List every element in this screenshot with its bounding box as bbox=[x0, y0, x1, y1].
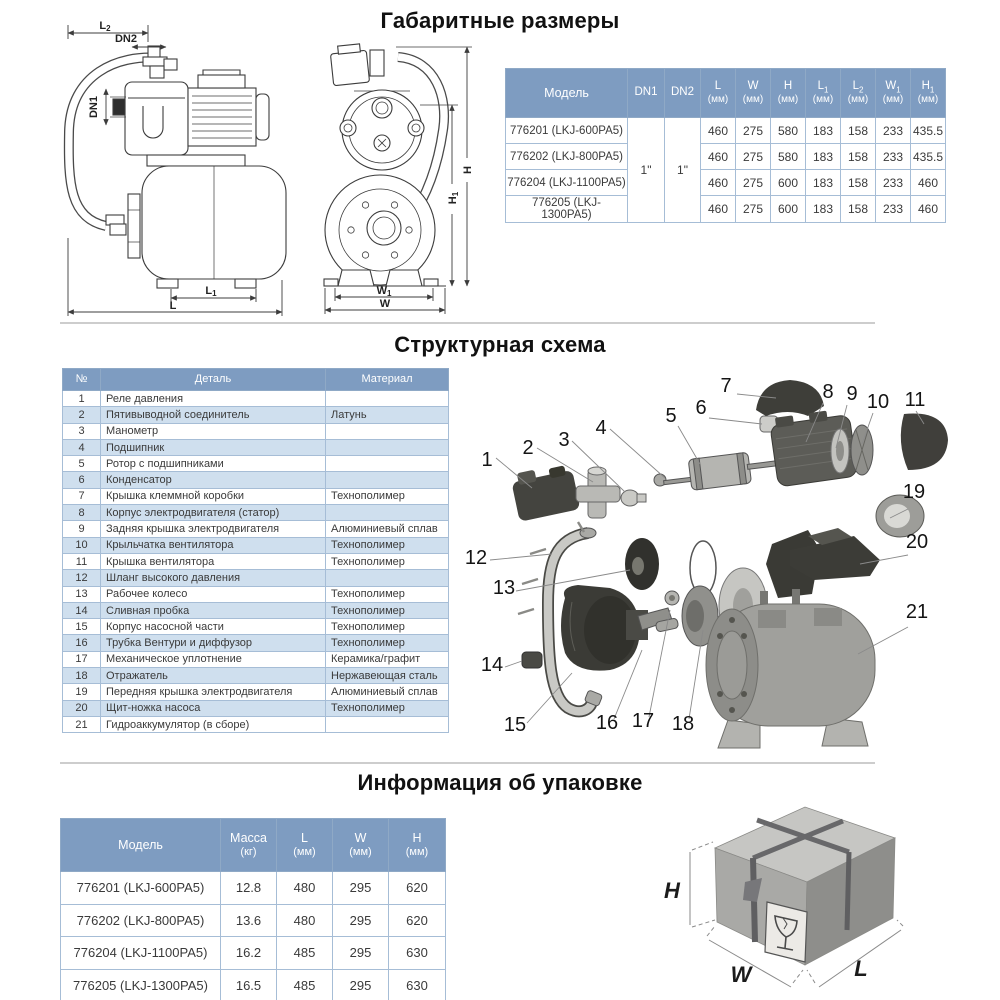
part-name-cell: Гидроаккумулятор (в сборе) bbox=[101, 716, 326, 732]
part-name-cell: Конденсатор bbox=[101, 472, 326, 488]
pack-col-h: H (мм) bbox=[389, 819, 446, 872]
dim-label-dn1: DN1 bbox=[88, 95, 100, 119]
parts-row bbox=[63, 684, 449, 700]
part-name-cell: Пятивыводной соединитель bbox=[101, 407, 326, 423]
exploded-pump-body bbox=[561, 585, 648, 671]
part-name-cell: Реле давления bbox=[101, 391, 326, 407]
parts-row bbox=[63, 537, 449, 553]
parts-row bbox=[63, 391, 449, 407]
part-material-cell: Нержавеющая сталь bbox=[326, 668, 449, 684]
parts-row bbox=[63, 651, 449, 667]
dim-cell: 275 bbox=[736, 196, 771, 223]
pack-model-cell: 776204 (LKJ-1100PA5) bbox=[61, 937, 221, 970]
packaging-row bbox=[61, 872, 446, 905]
dim-cell: 158 bbox=[841, 118, 876, 144]
part-number-cell: 5 bbox=[63, 456, 101, 472]
packaging-row bbox=[61, 969, 446, 1000]
exploded-gauge bbox=[621, 490, 646, 506]
part-label-19: 19 bbox=[902, 481, 926, 503]
part-label-4: 4 bbox=[595, 417, 607, 439]
dim-cell: 460 bbox=[911, 196, 946, 223]
parts-row bbox=[63, 570, 449, 586]
exploded-drain-plug bbox=[522, 652, 542, 668]
part-name-cell: Шланг высокого давления bbox=[101, 570, 326, 586]
packaging-row bbox=[61, 904, 446, 937]
part-name-cell: Механическое уплотнение bbox=[101, 651, 326, 667]
box-label-w: W bbox=[730, 962, 752, 987]
part-label-11: 11 bbox=[904, 389, 926, 411]
dim-col-l1: $L_1$ (мм) bbox=[806, 69, 841, 118]
dim-cell: 158 bbox=[841, 196, 876, 223]
dim-row bbox=[506, 196, 946, 223]
exploded-fan-cover bbox=[901, 414, 948, 470]
pack-h-cell: 630 bbox=[389, 969, 446, 1000]
dim-col-h: H (мм) bbox=[771, 69, 806, 118]
dim-col-l: L (мм) bbox=[701, 69, 736, 118]
part-number-cell: 6 bbox=[63, 472, 101, 488]
part-number-cell: 21 bbox=[63, 716, 101, 732]
dim-cell: 183 bbox=[806, 170, 841, 196]
dim-label-l2: L2 bbox=[99, 20, 111, 33]
part-name-cell: Задняя крышка электродвигателя bbox=[101, 521, 326, 537]
part-name-cell: Подшипник bbox=[101, 439, 326, 455]
exploded-fan bbox=[851, 425, 873, 475]
exploded-connector bbox=[576, 467, 620, 518]
part-name-cell: Сливная пробка bbox=[101, 602, 326, 618]
part-name-cell: Передняя крышка электродвигателя bbox=[101, 684, 326, 700]
dim-model-cell: 776201 (LKJ-600PA5) bbox=[506, 118, 628, 144]
dim-row bbox=[506, 144, 946, 170]
part-material-cell: Технополимер bbox=[326, 635, 449, 651]
part-number-cell: 17 bbox=[63, 651, 101, 667]
part-label-15: 15 bbox=[503, 714, 527, 736]
dim-cell: 233 bbox=[876, 144, 911, 170]
dim-cell: 580 bbox=[771, 118, 806, 144]
dim-label-w: W bbox=[379, 298, 391, 310]
dim-cell: 460 bbox=[701, 118, 736, 144]
dim-cell: 460 bbox=[911, 170, 946, 196]
dim-col-model: Модель bbox=[506, 69, 628, 118]
parts-row bbox=[63, 505, 449, 521]
part-material-cell bbox=[326, 456, 449, 472]
parts-row bbox=[63, 488, 449, 504]
pack-mass-cell: 16.5 bbox=[221, 969, 277, 1000]
dim-cell: 158 bbox=[841, 170, 876, 196]
part-material-cell bbox=[326, 423, 449, 439]
part-name-cell: Трубка Вентури и диффузор bbox=[101, 635, 326, 651]
packaging-table-header-row bbox=[61, 819, 446, 872]
parts-row bbox=[63, 439, 449, 455]
parts-row bbox=[63, 602, 449, 618]
exploded-mech-seal bbox=[665, 591, 679, 605]
part-name-cell: Крыльчатка вентилятора bbox=[101, 537, 326, 553]
part-number-cell: 10 bbox=[63, 537, 101, 553]
dim-col-dn2: DN2 bbox=[665, 69, 701, 118]
exploded-rear-cover bbox=[831, 429, 849, 473]
dim-label-h1: H1 bbox=[447, 191, 460, 205]
dim-model-cell: 776205 (LKJ-1300PA5) bbox=[506, 196, 628, 223]
part-name-cell: Отражатель bbox=[101, 668, 326, 684]
part-material-cell: Алюминиевый сплав bbox=[326, 684, 449, 700]
pack-h-cell: 630 bbox=[389, 937, 446, 970]
dim-cell: 275 bbox=[736, 118, 771, 144]
pack-col-w: W (мм) bbox=[333, 819, 389, 872]
parts-row bbox=[63, 472, 449, 488]
dim-dn2-cell: 1" bbox=[665, 118, 701, 223]
part-number-cell: 12 bbox=[63, 570, 101, 586]
parts-row bbox=[63, 456, 449, 472]
pack-l-cell: 480 bbox=[277, 872, 333, 905]
part-label-14: 14 bbox=[480, 654, 504, 676]
parts-row bbox=[63, 635, 449, 651]
dim-cell: 435.5 bbox=[911, 118, 946, 144]
dimensions-table-header-row bbox=[506, 69, 946, 118]
parts-row bbox=[63, 619, 449, 635]
pack-mass-cell: 16.2 bbox=[221, 937, 277, 970]
section-title-packaging: Информация об упаковке bbox=[357, 770, 643, 795]
pack-h-cell: 620 bbox=[389, 872, 446, 905]
dim-cell: 233 bbox=[876, 118, 911, 144]
pack-model-cell: 776205 (LKJ-1300PA5) bbox=[61, 969, 221, 1000]
package-box bbox=[715, 807, 895, 965]
part-material-cell bbox=[326, 716, 449, 732]
parts-row bbox=[63, 700, 449, 716]
part-number-cell: 4 bbox=[63, 439, 101, 455]
part-material-cell bbox=[326, 570, 449, 586]
part-material-cell: Керамика/графит bbox=[326, 651, 449, 667]
part-number-cell: 9 bbox=[63, 521, 101, 537]
exploded-diffuser-disc bbox=[625, 538, 659, 590]
pack-col-model: Модель bbox=[61, 819, 221, 872]
pack-w-cell: 295 bbox=[333, 937, 389, 970]
dim-cell: 580 bbox=[771, 144, 806, 170]
dim-cell: 233 bbox=[876, 196, 911, 223]
dim-col-l2: $L_2$ (мм) bbox=[841, 69, 876, 118]
part-number-cell: 7 bbox=[63, 488, 101, 504]
parts-table-header-row bbox=[63, 369, 449, 391]
part-name-cell: Корпус насосной части bbox=[101, 619, 326, 635]
front-view-pump-outline bbox=[324, 44, 446, 286]
dim-label-dn2: DN2 bbox=[114, 33, 138, 45]
part-name-cell: Рабочее колесо bbox=[101, 586, 326, 602]
dim-cell: 460 bbox=[701, 170, 736, 196]
part-label-6: 6 bbox=[695, 397, 707, 419]
exploded-rotor bbox=[661, 449, 777, 494]
exploded-pressure-switch bbox=[510, 462, 581, 522]
pack-col-mass: Масса (кг) bbox=[221, 819, 277, 872]
section-divider bbox=[60, 762, 875, 764]
section-divider bbox=[60, 322, 875, 324]
part-name-cell: Ротор с подшипниками bbox=[101, 456, 326, 472]
part-number-cell: 2 bbox=[63, 407, 101, 423]
parts-row bbox=[63, 423, 449, 439]
dim-model-cell: 776204 (LKJ-1100PA5) bbox=[506, 170, 628, 196]
part-number-cell: 19 bbox=[63, 684, 101, 700]
part-label-18: 18 bbox=[671, 713, 695, 735]
part-label-3: 3 bbox=[558, 429, 570, 451]
dim-label-w1: W1 bbox=[376, 285, 392, 298]
part-number-cell: 18 bbox=[63, 668, 101, 684]
dim-dn1-cell: 1" bbox=[628, 118, 665, 223]
pack-w-cell: 295 bbox=[333, 969, 389, 1000]
box-label-h: H bbox=[664, 878, 680, 903]
pack-w-cell: 295 bbox=[333, 872, 389, 905]
parts-row bbox=[63, 521, 449, 537]
dim-cell: 183 bbox=[806, 144, 841, 170]
parts-row bbox=[63, 668, 449, 684]
dim-col-w1: $W_1$ (мм) bbox=[876, 69, 911, 118]
part-label-7: 7 bbox=[720, 375, 732, 397]
part-number-cell: 11 bbox=[63, 553, 101, 569]
part-number-cell: 16 bbox=[63, 635, 101, 651]
part-material-cell bbox=[326, 391, 449, 407]
parts-row bbox=[63, 407, 449, 423]
dim-cell: 460 bbox=[701, 144, 736, 170]
parts-table bbox=[62, 368, 449, 733]
pack-col-l: L (мм) bbox=[277, 819, 333, 872]
part-name-cell: Корпус электродвигателя (статор) bbox=[101, 505, 326, 521]
package-box-drawing bbox=[645, 790, 960, 1000]
pack-l-cell: 485 bbox=[277, 937, 333, 970]
part-material-cell: Латунь bbox=[326, 407, 449, 423]
dim-cell: 183 bbox=[806, 118, 841, 144]
pack-model-cell: 776201 (LKJ-600PA5) bbox=[61, 872, 221, 905]
parts-col-material: Материал bbox=[326, 369, 449, 391]
dim-col-dn1: DN1 bbox=[628, 69, 665, 118]
dim-cell: 460 bbox=[701, 196, 736, 223]
parts-row bbox=[63, 586, 449, 602]
part-material-cell: Технополимер bbox=[326, 553, 449, 569]
front-view-drawing bbox=[298, 30, 493, 322]
part-label-10: 10 bbox=[866, 391, 890, 413]
dim-cell: 275 bbox=[736, 170, 771, 196]
dim-row bbox=[506, 118, 946, 144]
packaging-row bbox=[61, 937, 446, 970]
pack-w-cell: 295 bbox=[333, 904, 389, 937]
dim-col-h1: $H_1$ (мм) bbox=[911, 69, 946, 118]
part-name-cell: Крышка вентилятора bbox=[101, 553, 326, 569]
part-number-cell: 3 bbox=[63, 423, 101, 439]
part-material-cell bbox=[326, 472, 449, 488]
pack-mass-cell: 13.6 bbox=[221, 904, 277, 937]
dim-cell: 183 bbox=[806, 196, 841, 223]
section-title-structure: Структурная схема bbox=[394, 332, 606, 357]
part-number-cell: 15 bbox=[63, 619, 101, 635]
dim-row bbox=[506, 170, 946, 196]
dim-label-l: L bbox=[169, 300, 177, 312]
pack-l-cell: 480 bbox=[277, 904, 333, 937]
dimensions-table bbox=[505, 68, 946, 223]
dim-model-cell: 776202 (LKJ-800PA5) bbox=[506, 144, 628, 170]
dim-label-h: H bbox=[462, 166, 474, 174]
exploded-view-diagram bbox=[460, 358, 952, 762]
part-number-cell: 8 bbox=[63, 505, 101, 521]
pack-l-cell: 485 bbox=[277, 969, 333, 1000]
part-label-20: 20 bbox=[905, 531, 929, 553]
part-number-cell: 20 bbox=[63, 700, 101, 716]
dim-cell: 435.5 bbox=[911, 144, 946, 170]
exploded-terminal-cover bbox=[756, 380, 824, 416]
part-number-cell: 1 bbox=[63, 391, 101, 407]
side-view-pump-outline bbox=[69, 46, 286, 288]
part-material-cell bbox=[326, 439, 449, 455]
dim-label-l1: L1 bbox=[205, 285, 217, 298]
dim-cell: 158 bbox=[841, 144, 876, 170]
part-label-2: 2 bbox=[522, 437, 534, 459]
dim-cell: 233 bbox=[876, 170, 911, 196]
part-name-cell: Щит-ножка насоса bbox=[101, 700, 326, 716]
part-material-cell: Технополимер bbox=[326, 537, 449, 553]
part-number-cell: 14 bbox=[63, 602, 101, 618]
part-label-16: 16 bbox=[595, 712, 619, 734]
fragile-label bbox=[765, 902, 807, 962]
part-material-cell: Технополимер bbox=[326, 488, 449, 504]
part-name-cell: Крышка клеммной коробки bbox=[101, 488, 326, 504]
part-name-cell: Манометр bbox=[101, 423, 326, 439]
dim-cell: 600 bbox=[771, 196, 806, 223]
pack-mass-cell: 12.8 bbox=[221, 872, 277, 905]
part-label-5: 5 bbox=[665, 405, 677, 427]
exploded-tank bbox=[706, 589, 875, 748]
part-label-8: 8 bbox=[822, 381, 834, 403]
part-material-cell bbox=[326, 505, 449, 521]
part-material-cell: Технополимер bbox=[326, 619, 449, 635]
pack-h-cell: 620 bbox=[389, 904, 446, 937]
part-label-9: 9 bbox=[846, 383, 858, 405]
packaging-table bbox=[60, 818, 446, 1000]
part-material-cell: Технополимер bbox=[326, 602, 449, 618]
dim-col-w: W (мм) bbox=[736, 69, 771, 118]
part-label-13: 13 bbox=[492, 577, 516, 599]
part-label-21: 21 bbox=[905, 601, 929, 623]
part-material-cell: Технополимер bbox=[326, 700, 449, 716]
dim-cell: 275 bbox=[736, 144, 771, 170]
side-view-drawing bbox=[60, 12, 300, 322]
part-material-cell: Алюминиевый сплав bbox=[326, 521, 449, 537]
part-material-cell: Технополимер bbox=[326, 586, 449, 602]
parts-row bbox=[63, 553, 449, 569]
part-label-12: 12 bbox=[464, 547, 488, 569]
part-number-cell: 13 bbox=[63, 586, 101, 602]
part-label-1: 1 bbox=[481, 449, 493, 471]
pack-model-cell: 776202 (LKJ-800PA5) bbox=[61, 904, 221, 937]
box-label-l: L bbox=[854, 956, 868, 981]
parts-col-num: № bbox=[63, 369, 101, 391]
parts-row bbox=[63, 716, 449, 732]
part-label-17: 17 bbox=[631, 710, 655, 732]
dim-cell: 600 bbox=[771, 170, 806, 196]
section-title-dimensions: Габаритные размеры bbox=[380, 8, 620, 33]
parts-col-part: Деталь bbox=[101, 369, 326, 391]
